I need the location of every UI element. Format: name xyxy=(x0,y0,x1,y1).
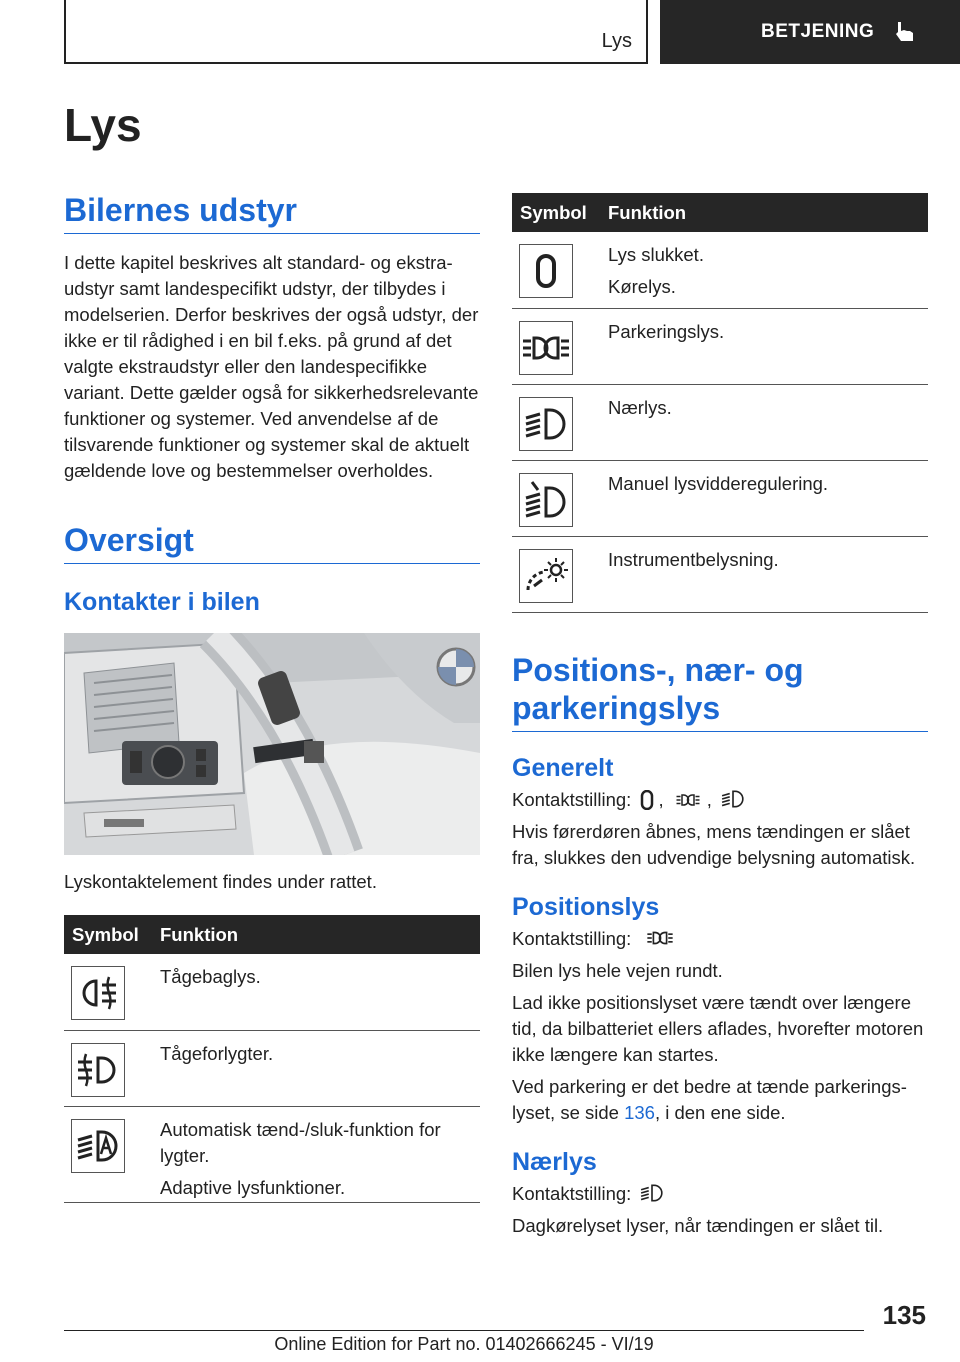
footer-edition: Online Edition for Part no. 01402666245 - VI/19 xyxy=(274,1334,654,1354)
page-number: 135 xyxy=(882,1300,926,1330)
row-text: Instrumentbelysning. xyxy=(608,548,779,570)
header-section-label: Lys xyxy=(601,30,632,52)
lights-off-icon xyxy=(526,251,566,291)
heading-naerlys: Nærlys xyxy=(512,1147,597,1176)
paragraph-udstyr: I dette kapitel beskrives alt standard- og ekstraudstyr samt landespecifikt udstyr, der tilbydes i modelserien. Derfor beskrives der også udstyr, der ikke er til rådighed i en bil f.eks. på grund af det valgte ekstraudstyr eller den landespecifikke variant. Dette gælder også for sikkerhedsrelevante funktioner og systemer. Ved anvendelse af de tilsvarende funktioner og systemer skal de aktuelt gældende love og bestemmelser overholdes. xyxy=(64,252,479,481)
row-text: Tågebaglys. xyxy=(160,966,261,987)
front-fog-light-icon xyxy=(76,1050,120,1090)
low-beam-icon xyxy=(640,1182,664,1204)
heading-kontakter: Kontakter i bilen xyxy=(64,588,260,616)
table-row xyxy=(512,460,928,536)
instrument-lighting-icon xyxy=(524,556,568,596)
row-text: Tågeforlygter. xyxy=(160,1042,274,1064)
table-row xyxy=(512,232,928,308)
paragraph-pos3-text: Ved parkering er det bedre at tænde parkeringslyset, se side xyxy=(512,1075,907,1123)
row-text: Parkeringslys. xyxy=(608,320,725,342)
row-text: Lys slukket. xyxy=(608,244,704,265)
heading-positions: Positions-, nær- og parkeringslys xyxy=(512,651,928,732)
table-head-funktion: Funktion xyxy=(608,193,928,232)
kontakt-label: Kontaktstilling: xyxy=(512,927,632,949)
table-row xyxy=(64,1106,480,1202)
parking-light-icon xyxy=(640,927,680,949)
table-row xyxy=(512,308,928,384)
footer-divider xyxy=(64,1330,864,1331)
headlight-range-icon xyxy=(524,480,568,520)
low-beam-icon xyxy=(721,788,745,810)
fog-tail-light-icon xyxy=(76,973,120,1013)
left-column xyxy=(64,192,480,1203)
heading-bilernes-udstyr: Bilernes udstyr xyxy=(64,192,480,234)
kontakt-label: Kontaktstilling: xyxy=(512,788,632,810)
paragraph-naerlys: Dagkørelyset lyser, når tændingen er slået til. xyxy=(512,1214,884,1236)
table-row xyxy=(64,1030,480,1106)
low-beam-icon xyxy=(524,404,568,444)
header-section-box xyxy=(64,0,648,64)
table-row xyxy=(512,536,928,612)
heading-generelt: Generelt xyxy=(512,753,614,782)
right-symbol-table xyxy=(512,193,928,613)
row-text: Manuel lysvidderegulering. xyxy=(608,472,829,494)
kontakt-line-positionslys xyxy=(512,926,928,952)
table-head-symbol: Symbol xyxy=(64,915,160,954)
kontakt-line-generelt: Kontaktstilling: , , xyxy=(512,787,928,813)
row-text: Automatisk tænd-/sluk-funktion for lygter. xyxy=(160,1118,441,1166)
table-row xyxy=(64,954,480,1030)
paragraph-pos1: Bilen lys hele vejen rundt. xyxy=(512,959,723,981)
page-title: Lys xyxy=(64,99,142,151)
table-head-symbol: Symbol xyxy=(512,193,608,232)
left-symbol-table xyxy=(64,915,480,1203)
row-text: Adaptive lysfunktioner. xyxy=(160,1176,346,1198)
paragraph-pos3-tail: , i den ene side. xyxy=(654,1101,786,1123)
table-head-funktion: Funktion xyxy=(160,915,480,954)
auto-headlight-icon xyxy=(76,1126,120,1166)
row-text: Kørelys. xyxy=(608,276,676,297)
dashboard-photo xyxy=(64,633,480,855)
photo-caption: Lyskontaktelement findes under rattet. xyxy=(64,871,377,892)
table-row xyxy=(512,384,928,460)
parking-light-icon xyxy=(673,790,703,810)
header-chapter-box xyxy=(660,0,960,64)
heading-oversigt: Oversigt xyxy=(64,522,480,564)
heading-positionslys: Positionslys xyxy=(512,892,660,921)
paragraph-pos2: Lad ikke positionslyset være tændt over længere tid, da bilbatteriet ellers aflades, hvorefter motoren ikke længere kan startes. xyxy=(512,991,924,1065)
paragraph-generelt: Hvis førerdøren åbnes, mens tændingen er slået fra, slukkes den udvendige belysning automatisk. xyxy=(512,820,916,868)
right-column xyxy=(512,193,928,1239)
kontakt-label: Kontaktstilling: xyxy=(512,1182,632,1204)
lights-off-icon xyxy=(640,790,654,810)
pointing-hand-icon xyxy=(892,19,918,45)
paragraph-pos3 xyxy=(512,1074,928,1126)
header-chapter-label: BETJENING xyxy=(761,21,875,42)
kontakt-line-naerlys xyxy=(512,1181,928,1207)
parking-light-icon xyxy=(522,328,570,368)
page-link-136[interactable]: 136 xyxy=(624,1101,655,1123)
row-text: Nærlys. xyxy=(608,396,672,418)
